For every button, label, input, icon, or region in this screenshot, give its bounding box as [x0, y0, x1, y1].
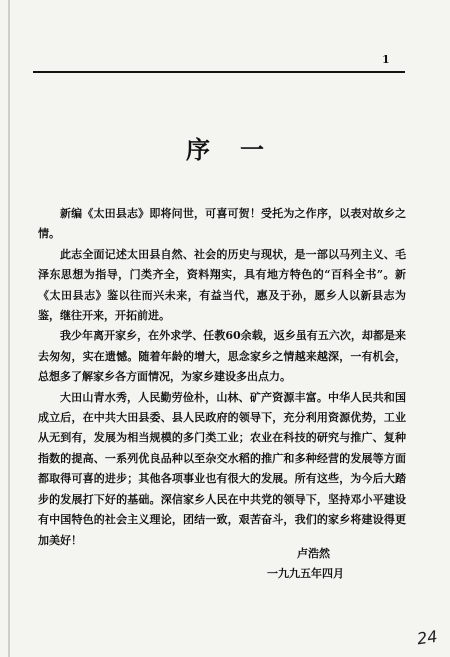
preface-paragraph: 此志全面记述太田县自然、社会的历史与现状，是一部以马列主义、毛泽东思想为指导，门类齐全，资料翔实，具有地方特色的“百科全书”。新《太田县志》鉴以往而兴未来，有益当代，惠及于孙，愿乡人以新县志为鉴，继往开来，开拓前进。	[38, 247, 406, 323]
publication-date: 一九九五年四月	[267, 567, 344, 580]
page-number: 1	[382, 53, 390, 66]
author-name: 卢浩然	[297, 547, 330, 560]
preface-body	[38, 204, 406, 551]
preface-paragraph: 大田山青水秀，人民勤劳俭朴，山林、矿产资源丰富。中华人民共和国成立后，在中共大田县委、县人民政府的领导下，充分利用资源优势，工业从无到有，发展为相当规模的多门类工业；农业在科技的研究与推广、复种指数的提高、一系列优良品种以至杂交水稻的推广和多种经营的发展等方面都取得可喜的进步；其他各项事业也有很大的发展。所有这些，为今后大踏步的发展打下好的基础。深信家乡人民在中共党的领导下，坚持邓小平建设有中国特色的社会主义理论，团结一致，艰苦奋斗，我们的家乡将建设得更加美好！	[38, 390, 406, 547]
scan-edge	[8, 0, 10, 657]
preface-paragraph: 新编《太田县志》即将问世，可喜可贺！受托为之作序，以表对故乡之情。	[38, 207, 406, 241]
preface-paragraph: 我少年离开家乡，在外求学、任教60余载，返乡虽有五六次，却都是来去匆匆，实在遗憾。随着年龄的增大，思念家乡之情越来越深，一有机会，总想多了解家乡各方面情况，为家乡建设多出点力。	[38, 329, 406, 384]
handwritten-page-note: 24	[415, 626, 439, 649]
header-rule	[33, 71, 405, 73]
page-title: 序一	[186, 135, 294, 164]
signature-block	[267, 544, 344, 584]
